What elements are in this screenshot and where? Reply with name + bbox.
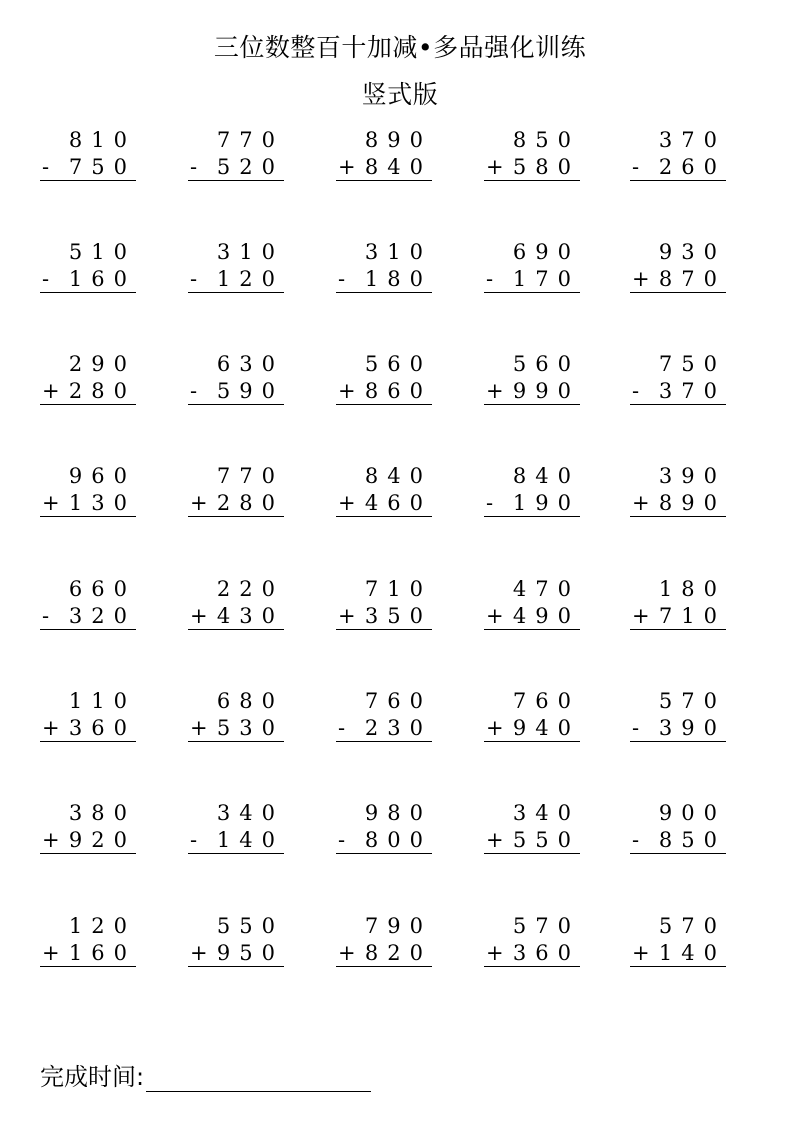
problem-top-number: 760 [512, 689, 580, 713]
problem-bottom-line [40, 827, 136, 854]
problem-bottom-number: 950 [216, 941, 284, 965]
arithmetic-problem [630, 800, 726, 856]
problem-bottom-line [484, 154, 580, 181]
problem-top-number: 370 [658, 128, 726, 152]
problem-operator: + [190, 491, 208, 515]
problem-operator: - [338, 828, 346, 852]
arithmetic-problem [630, 351, 726, 407]
problem-bottom-number: 170 [512, 267, 580, 291]
problem-operator: - [486, 491, 494, 515]
problem-top-number: 980 [364, 801, 432, 825]
problem-bottom-number: 710 [658, 604, 726, 628]
arithmetic-problem [188, 351, 284, 407]
problem-top-number: 120 [68, 914, 136, 938]
problem-operator: - [632, 716, 640, 740]
problem-operator: + [338, 604, 356, 628]
problem-top-number: 380 [68, 801, 136, 825]
completion-time [40, 1062, 371, 1092]
problem-top-number: 470 [512, 577, 580, 601]
problem-bottom-line [630, 715, 726, 742]
problem-operator: - [338, 716, 346, 740]
problem-bottom-number: 530 [216, 716, 284, 740]
problem-operator: + [190, 604, 208, 628]
arithmetic-problem [188, 576, 284, 632]
problem-bottom-line [630, 490, 726, 517]
page-title: 三位数整百十加减•多品强化训练 [213, 33, 587, 62]
problem-bottom-number: 750 [68, 155, 136, 179]
problem-bottom-number: 430 [216, 604, 284, 628]
arithmetic-problem [484, 127, 580, 183]
completion-time-label: 完成时间: [40, 1063, 145, 1091]
problem-top-number: 770 [216, 128, 284, 152]
problem-operator: - [42, 155, 50, 179]
arithmetic-problem [484, 688, 580, 744]
arithmetic-problem [188, 688, 284, 744]
problem-bottom-line [630, 940, 726, 967]
problem-operator: + [338, 941, 356, 965]
problem-top-number: 560 [364, 352, 432, 376]
arithmetic-problem [40, 913, 136, 969]
problem-top-number: 760 [364, 689, 432, 713]
problem-top-number: 340 [512, 801, 580, 825]
problem-operator: - [190, 155, 198, 179]
problem-operator: + [486, 716, 504, 740]
problem-bottom-number: 390 [658, 716, 726, 740]
problem-bottom-number: 360 [512, 941, 580, 965]
problem-top-number: 850 [512, 128, 580, 152]
arithmetic-problem [484, 239, 580, 295]
problem-operator: - [190, 828, 198, 852]
arithmetic-problem [188, 913, 284, 969]
problem-bottom-line [484, 940, 580, 967]
problem-top-number: 890 [364, 128, 432, 152]
problem-bottom-number: 850 [658, 828, 726, 852]
problem-top-number: 180 [658, 577, 726, 601]
arithmetic-problem [40, 800, 136, 856]
arithmetic-problem [336, 239, 432, 295]
problem-top-number: 570 [658, 689, 726, 713]
problem-top-number: 220 [216, 577, 284, 601]
arithmetic-problem [484, 576, 580, 632]
problem-bottom-line [336, 154, 432, 181]
problem-operator: + [632, 941, 650, 965]
problem-bottom-line [336, 490, 432, 517]
problem-bottom-line [484, 603, 580, 630]
problem-bottom-number: 990 [512, 379, 580, 403]
problem-top-number: 660 [68, 577, 136, 601]
problem-top-number: 930 [658, 240, 726, 264]
problem-top-number: 960 [68, 464, 136, 488]
problem-top-number: 810 [68, 128, 136, 152]
problem-operator: + [486, 941, 504, 965]
problem-bottom-line [188, 378, 284, 405]
problem-bottom-line [188, 266, 284, 293]
arithmetic-problem [188, 800, 284, 856]
problem-top-number: 560 [512, 352, 580, 376]
problem-operator: + [42, 716, 60, 740]
problem-operator: + [338, 379, 356, 403]
problem-bottom-number: 280 [68, 379, 136, 403]
problem-top-number: 690 [512, 240, 580, 264]
problem-top-number: 680 [216, 689, 284, 713]
completion-time-blank[interactable] [146, 1065, 371, 1092]
problem-bottom-line [484, 378, 580, 405]
problem-operator: + [42, 941, 60, 965]
problem-bottom-line [188, 827, 284, 854]
problem-operator: + [338, 491, 356, 515]
problem-operator: + [42, 828, 60, 852]
arithmetic-problem [336, 800, 432, 856]
arithmetic-problem [484, 351, 580, 407]
problem-bottom-number: 350 [364, 604, 432, 628]
problem-operator: + [632, 604, 650, 628]
problem-bottom-number: 260 [658, 155, 726, 179]
arithmetic-problem [336, 127, 432, 183]
problem-bottom-number: 140 [216, 828, 284, 852]
problem-bottom-line [188, 603, 284, 630]
arithmetic-problem [336, 463, 432, 519]
problem-top-number: 310 [216, 240, 284, 264]
problem-operator: + [486, 604, 504, 628]
arithmetic-problem [336, 351, 432, 407]
problem-bottom-line [336, 603, 432, 630]
problem-bottom-number: 920 [68, 828, 136, 852]
problem-bottom-number: 590 [216, 379, 284, 403]
problem-bottom-line [40, 603, 136, 630]
problem-operator: - [632, 828, 640, 852]
problem-operator: + [190, 716, 208, 740]
arithmetic-problem [336, 688, 432, 744]
arithmetic-problem [630, 576, 726, 632]
problem-bottom-line [336, 827, 432, 854]
problem-top-number: 790 [364, 914, 432, 938]
problem-operator: + [190, 941, 208, 965]
problem-top-number: 900 [658, 801, 726, 825]
problem-bottom-line [484, 827, 580, 854]
problem-top-number: 750 [658, 352, 726, 376]
problem-bottom-number: 940 [512, 716, 580, 740]
problem-bottom-number: 160 [68, 941, 136, 965]
problem-top-number: 630 [216, 352, 284, 376]
arithmetic-problem [188, 127, 284, 183]
problem-top-number: 840 [512, 464, 580, 488]
problem-top-number: 510 [68, 240, 136, 264]
problem-bottom-number: 370 [658, 379, 726, 403]
arithmetic-problem [630, 127, 726, 183]
problem-operator: + [632, 491, 650, 515]
problem-bottom-line [336, 940, 432, 967]
problem-bottom-line [40, 266, 136, 293]
arithmetic-problem [484, 800, 580, 856]
problem-bottom-line [630, 154, 726, 181]
problem-bottom-number: 800 [364, 828, 432, 852]
problem-bottom-number: 230 [364, 716, 432, 740]
problem-operator: - [338, 267, 346, 291]
problem-bottom-number: 820 [364, 941, 432, 965]
problem-bottom-line [188, 715, 284, 742]
arithmetic-problem [188, 463, 284, 519]
problem-operator: + [42, 491, 60, 515]
problem-top-number: 770 [216, 464, 284, 488]
problem-top-number: 390 [658, 464, 726, 488]
problem-bottom-number: 890 [658, 491, 726, 515]
problem-operator: + [338, 155, 356, 179]
arithmetic-problem [40, 239, 136, 295]
problem-bottom-line [188, 940, 284, 967]
problem-bottom-line [40, 940, 136, 967]
problem-bottom-line [188, 490, 284, 517]
problem-operator: - [632, 379, 640, 403]
problem-bottom-line [40, 715, 136, 742]
problem-operator: + [632, 267, 650, 291]
arithmetic-problem [630, 239, 726, 295]
problem-bottom-number: 190 [512, 491, 580, 515]
arithmetic-problem [40, 688, 136, 744]
problem-bottom-line [484, 266, 580, 293]
page-subtitle: 竖式版 [361, 80, 439, 109]
problem-bottom-number: 870 [658, 267, 726, 291]
arithmetic-problem [40, 127, 136, 183]
problem-bottom-number: 180 [364, 267, 432, 291]
arithmetic-problem [40, 576, 136, 632]
problem-bottom-line [40, 378, 136, 405]
problem-top-number: 340 [216, 801, 284, 825]
arithmetic-problem [336, 576, 432, 632]
problem-bottom-line [484, 715, 580, 742]
problem-bottom-number: 320 [68, 604, 136, 628]
problem-operator: + [486, 379, 504, 403]
problem-top-number: 570 [512, 914, 580, 938]
problem-operator: - [486, 267, 494, 291]
problem-top-number: 110 [68, 689, 136, 713]
problem-bottom-number: 130 [68, 491, 136, 515]
problem-bottom-line [40, 154, 136, 181]
problem-operator: + [486, 828, 504, 852]
problem-top-number: 550 [216, 914, 284, 938]
problem-operator: - [632, 155, 640, 179]
problem-bottom-line [40, 490, 136, 517]
arithmetic-problem [630, 463, 726, 519]
problem-bottom-number: 280 [216, 491, 284, 515]
problem-bottom-number: 840 [364, 155, 432, 179]
problem-top-number: 840 [364, 464, 432, 488]
problem-bottom-number: 860 [364, 379, 432, 403]
problem-bottom-number: 520 [216, 155, 284, 179]
problem-top-number: 710 [364, 577, 432, 601]
problem-operator: - [190, 379, 198, 403]
problem-operator: - [42, 267, 50, 291]
problem-bottom-line [630, 266, 726, 293]
problem-bottom-line [484, 490, 580, 517]
problem-bottom-line [188, 154, 284, 181]
problem-bottom-number: 580 [512, 155, 580, 179]
arithmetic-problem [40, 463, 136, 519]
arithmetic-problem [336, 913, 432, 969]
problem-bottom-line [630, 603, 726, 630]
problem-bottom-number: 360 [68, 716, 136, 740]
problem-bottom-line [630, 827, 726, 854]
problem-operator: + [486, 155, 504, 179]
problem-bottom-number: 460 [364, 491, 432, 515]
arithmetic-problem [630, 688, 726, 744]
arithmetic-problem [188, 239, 284, 295]
problem-bottom-line [336, 378, 432, 405]
problem-bottom-number: 160 [68, 267, 136, 291]
arithmetic-problem [484, 463, 580, 519]
problem-operator: - [42, 604, 50, 628]
problem-bottom-number: 550 [512, 828, 580, 852]
arithmetic-problem [630, 913, 726, 969]
problem-bottom-line [336, 266, 432, 293]
problem-bottom-number: 140 [658, 941, 726, 965]
problem-bottom-number: 120 [216, 267, 284, 291]
problem-top-number: 570 [658, 914, 726, 938]
problem-bottom-line [336, 715, 432, 742]
arithmetic-problem [40, 351, 136, 407]
problem-top-number: 310 [364, 240, 432, 264]
problem-bottom-number: 490 [512, 604, 580, 628]
problem-operator: + [42, 379, 60, 403]
problem-bottom-line [630, 378, 726, 405]
problem-top-number: 290 [68, 352, 136, 376]
arithmetic-problem [484, 913, 580, 969]
problem-operator: - [190, 267, 198, 291]
